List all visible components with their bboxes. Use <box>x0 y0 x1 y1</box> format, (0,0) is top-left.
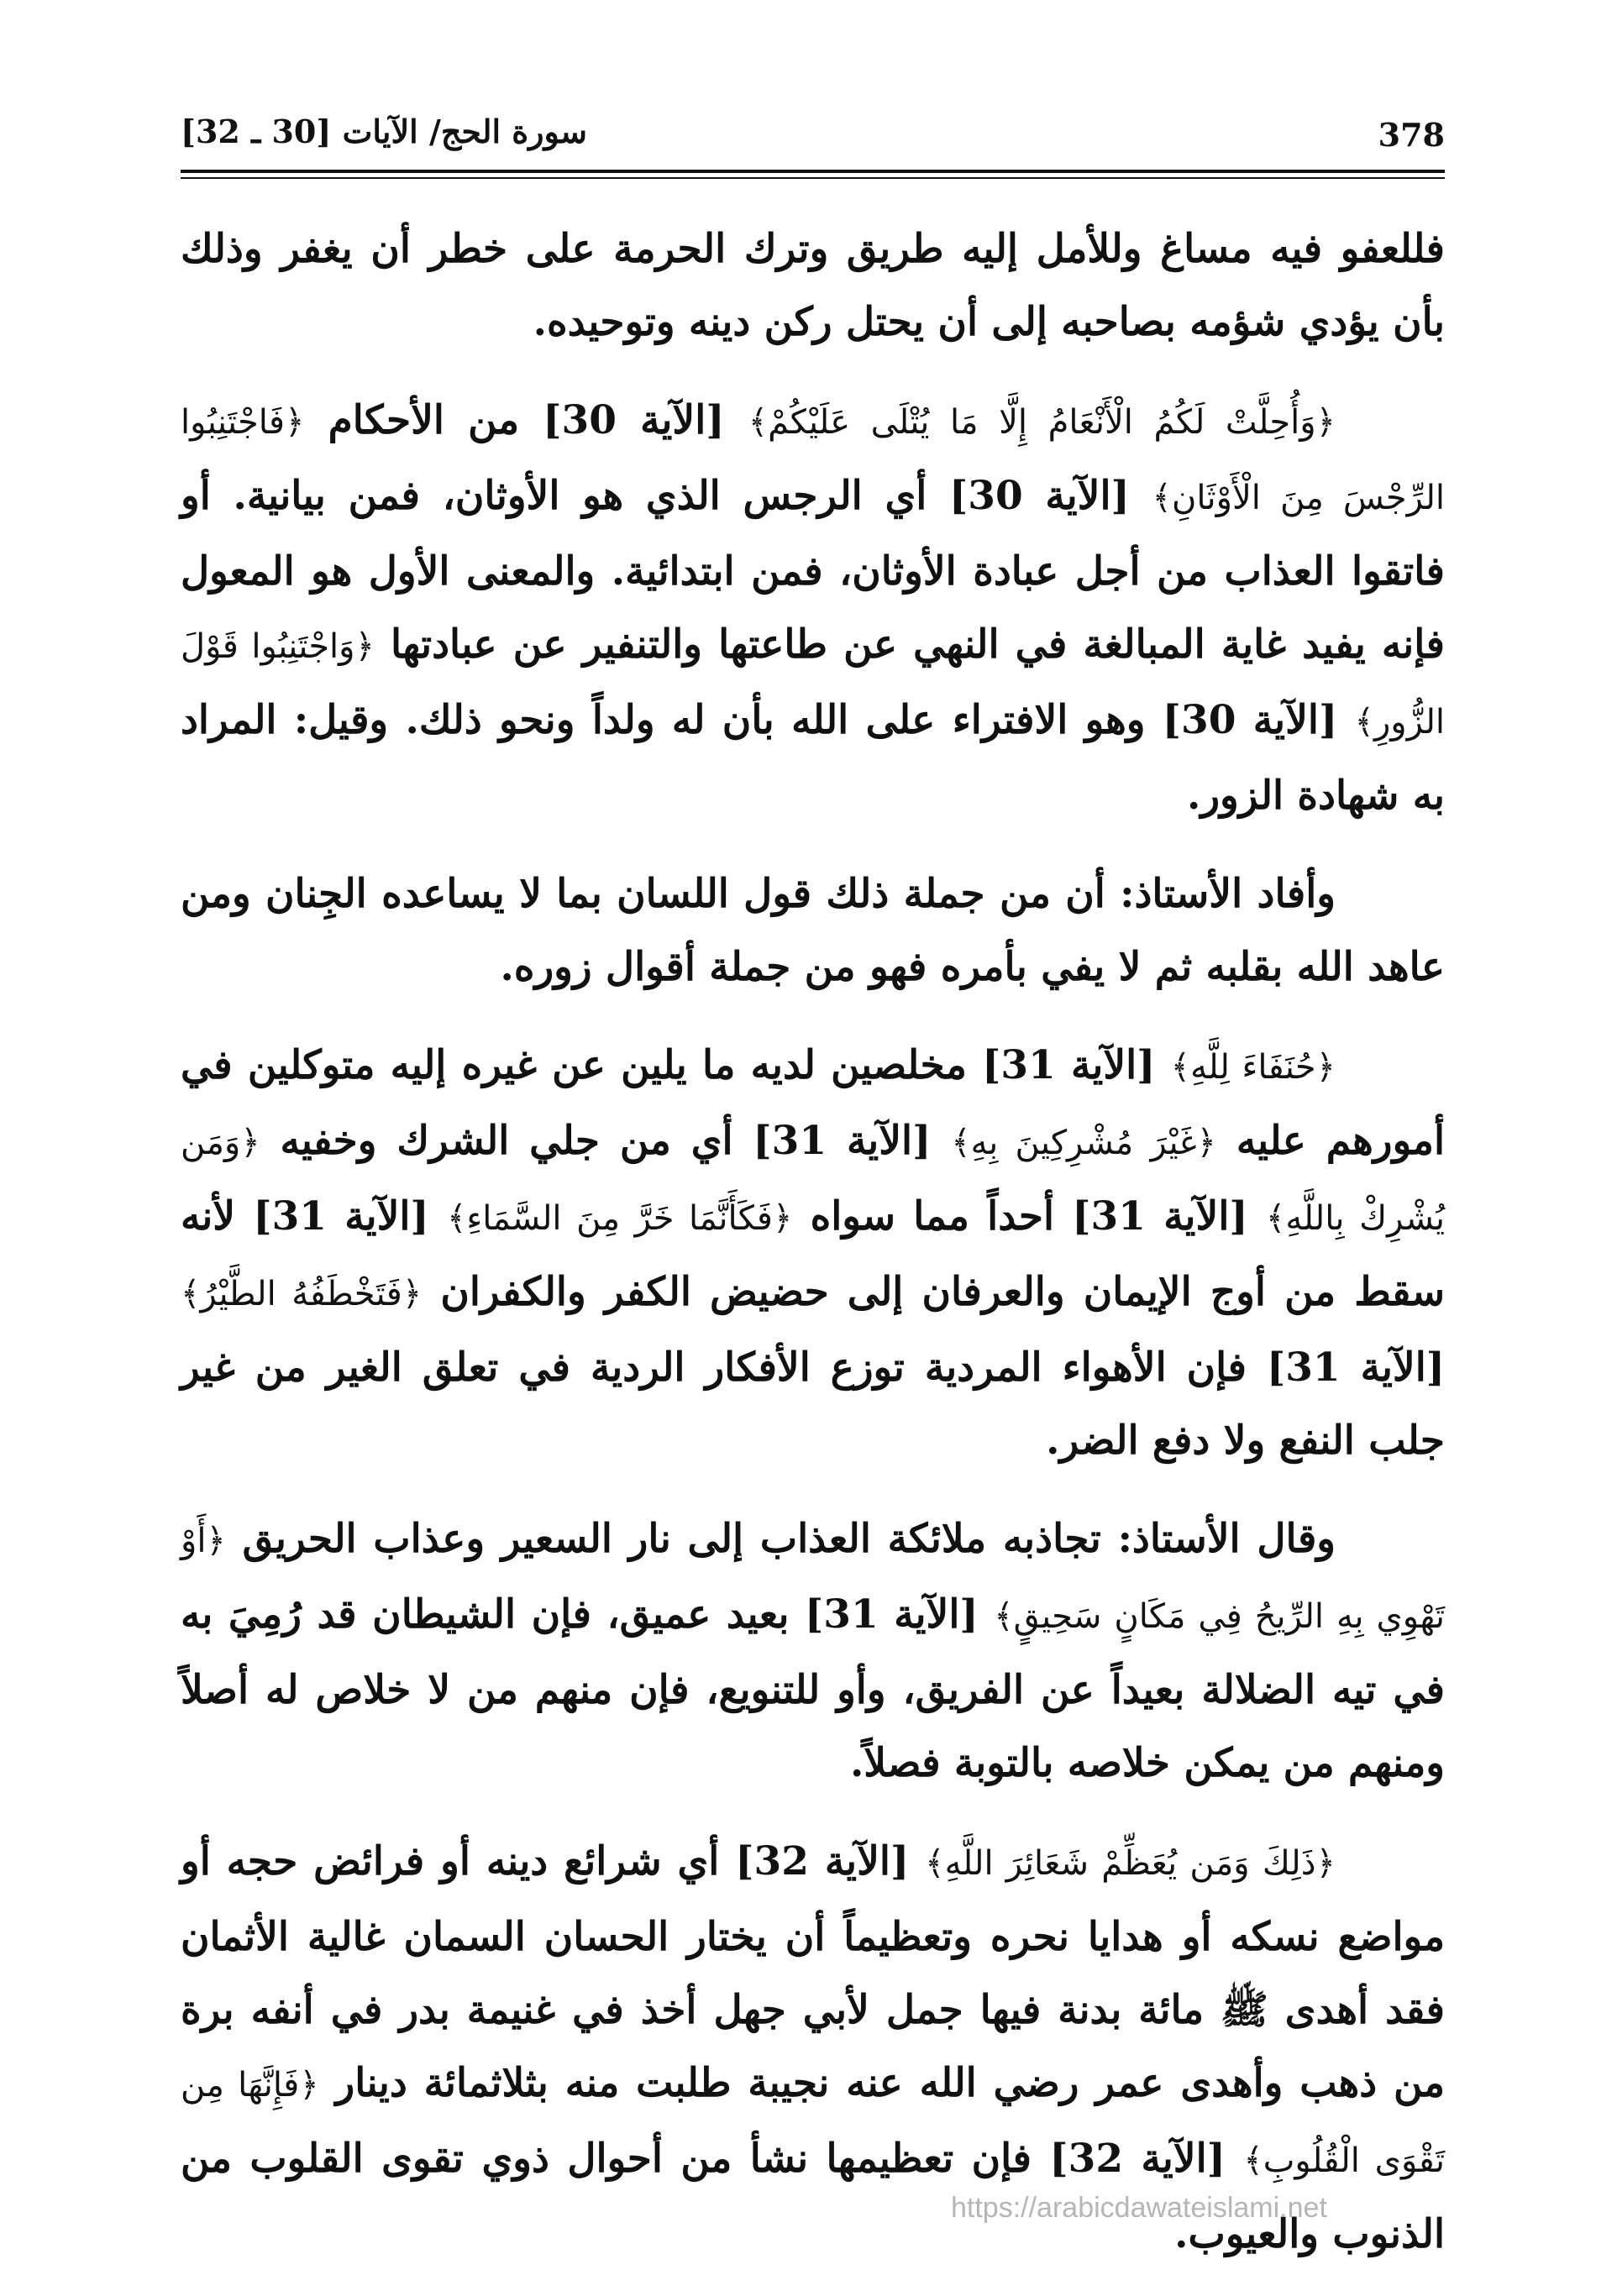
body-text <box>181 212 1445 2271</box>
paragraph-text: [الآية 30] من الأحكام <box>304 397 748 443</box>
page-number: 378 <box>1378 116 1445 154</box>
paragraph-text: وقال الأستاذ: تجاذبه ملائكة العذاب إلى نار السعير وعذاب الحريق <box>225 1516 1336 1562</box>
paragraph-text: فللعفو فيه مساغ وللأمل إليه طريق وترك الحرمة على خطر أن يغفر وذلك بأن يؤدي شؤمه بصاحبه إلى أن يحتل ركن دينه وتوحيده. <box>181 226 1445 345</box>
paragraph-text: [الآية 30] وهو الافتراء على الله بأن له ولداً ونحو ذلك. وقيل: المراد به شهادة الزور. <box>181 697 1445 819</box>
paragraph-text: [الآية 32] أي شرائع دينه أو فرائض حجه أو مواضع نسكه أو هدايا نحره وتعظيماً أن يختار الحسان السمان غالية الأثمان فقد أهدى ﷺ مائة بدنة فيها جمل لأبي جهل أخذ في غنيمة بدر في أنفه برة من ذهب وأهدى عمر رضي الله عنه نجيبة طلبت منه بثلاثمائة دينار <box>181 1838 1446 2106</box>
quran-verse-quote: ﴿حُنَفَاءَ لِلَّهِ﴾ <box>1170 1048 1336 1087</box>
quran-verse-quote: ﴿وَأُحِلَّتْ لَكُمُ الْأَنْعَامُ إِلَّا مَا يُتْلَى عَلَيْكُمْ﴾ <box>748 403 1336 442</box>
quran-verse-quote: ﴿فَاجْتَنِبُوا الرِّجْسَ مِنَ الْأَوْثَانِ﴾ <box>181 403 1445 517</box>
paragraph-text: [الآية 31] بعيد عميق، فإن الشيطان قد رُمِيَ به في تيه الضلالة بعيداً عن الفريق، وأو للتنويع، فإن منهم من لا خلاص له أصلاً ومنهم من يمكن خلاصه بالتوبة فصلاً. <box>181 1591 1445 1786</box>
quran-verse-quote: ﴿فَتَخْطَفُهُ الطَّيْرُ﴾ <box>181 1275 423 1313</box>
page-header <box>181 109 1445 170</box>
running-title: سورة الحج/ الآيات [30 ـ 32] <box>181 113 587 150</box>
watermark-url: https://arabicdawateislami.net <box>951 2192 1327 2224</box>
document-page <box>181 109 1445 2296</box>
paragraph <box>181 1029 1445 1477</box>
header-rule-thick <box>181 170 1445 173</box>
quran-verse-quote: ﴿ذَلِكَ وَمَن يُعَظِّمْ شَعَائِرَ اللَّهِ﴾ <box>925 1844 1336 1883</box>
paragraph-text: [الآية 32] فإن تعظيمها نشأ من أحوال ذوي تقوى القلوب من الذنوب والعيوب. <box>181 2136 1445 2257</box>
paragraph-text: [الآية 31] مخلصين لديه ما يلين عن غيره إليه متوكلين في أمورهم عليه <box>181 1042 1445 1164</box>
quran-verse-quote: ﴿وَاجْتَنِبُوا قَوْلَ الزُّورِ﴾ <box>181 627 1445 742</box>
paragraph <box>181 384 1445 832</box>
paragraph-text: [الآية 30] أي الرجس الذي هو الأوثان، فمن بيانية. أو فاتقوا العذاب من أجل عبادة الأوثان، فمن ابتدائية. والمعنى الأول هو المعول فإنه يفيد غاية المبالغة في النهي عن طاعتها والتنفير عن عبادتها <box>181 473 1446 668</box>
quran-verse-quote: ﴿أَوْ تَهْوِي بِهِ الرِّيحُ فِي مَكَانٍ سَحِيقٍ﴾ <box>181 1522 1446 1636</box>
paragraph-text: وأفاد الأستاذ: أن من جملة ذلك قول اللسان بما لا يساعده الجِنان ومن عاهد الله بقلبه ثم لا يفي بأمره فهو من جملة أقوال زوره. <box>181 871 1445 990</box>
paragraph-text: [الآية 31] أي من جلي الشرك وخفيه <box>260 1118 952 1164</box>
quran-verse-quote: ﴿فَكَأَنَّمَا خَرَّ مِنَ السَّمَاءِ﴾ <box>446 1199 793 1238</box>
paragraph-text: [الآية 31] أحداً مما سواه <box>792 1193 1266 1240</box>
paragraph <box>181 857 1445 1004</box>
paragraph <box>181 1502 1445 1800</box>
paragraph-text: [الآية 31] لأنه سقط من أوج الإيمان والعرفان إلى حضيض الكفر والكفران <box>181 1193 1445 1315</box>
quran-verse-quote: ﴿غَيْرَ مُشْرِكِينَ بِهِ﴾ <box>951 1124 1216 1162</box>
quran-verse-quote: ﴿وَمَن يُشْرِكْ بِاللَّهِ﴾ <box>181 1124 1446 1238</box>
header-rule-thin <box>181 177 1445 179</box>
paragraph-text: [الآية 31] فإن الأهواء المردية توزع الأفكار الردية في تعلق الغير من غير جلب النفع ولا دفع الضر. <box>181 1345 1446 1464</box>
quran-verse-quote: ﴿فَإِنَّهَا مِن تَقْوَى الْقُلُوبِ﴾ <box>181 2066 1446 2180</box>
paragraph <box>181 212 1445 359</box>
